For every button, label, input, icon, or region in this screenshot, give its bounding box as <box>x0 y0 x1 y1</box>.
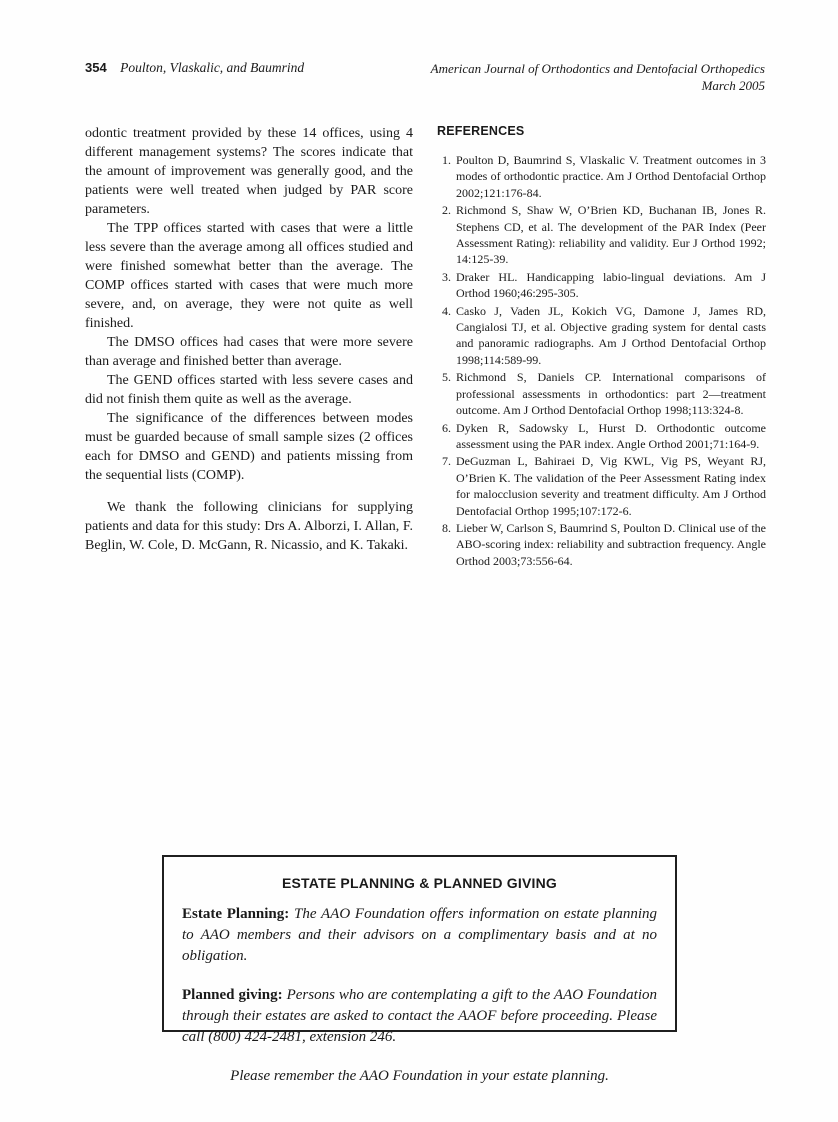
journal-name: American Journal of Orthodontics and Dentofacial Orthopedics <box>430 61 765 76</box>
reference-item: 6. Dyken R, Sadowsky L, Hurst D. Orthodontic outcome assessment using the PAR index. Angle Orthod 2001;71:164-9. <box>454 420 766 453</box>
reference-item: 5. Richmond S, Daniels CP. International comparisons of professional assessments in orthodontics: part 2—treatment outcome. Am J Orthod Dentofacial Orthop 1998;113:324-8. <box>454 369 766 418</box>
acknowledgment-paragraph: We thank the following clinicians for supplying patients and data for this study: Drs A. Alborzi, I. Allan, F. Beglin, W. Cole, D. McGann, R. Nicassio, and K. Takaki. <box>85 500 413 553</box>
body-paragraph: The DMSO offices had cases that were more severe than average and finished better than average. <box>85 335 413 369</box>
references-column <box>437 124 766 570</box>
page-number: 354 <box>85 60 107 75</box>
ad-section-text: Persons who are contemplating a gift to the AAO Foundation through their estates are asked to contact the AAOF before proceeding. Please call (800) 424-2481, extension 246. <box>182 987 658 1045</box>
ad-section-estate-planning <box>182 904 657 967</box>
body-paragraph: The significance of the differences between modes must be guarded because of small sample sizes (2 offices each for DMSO and GEND) and patients missing from the sequential lists (COMP). <box>85 411 413 483</box>
running-head <box>85 60 765 94</box>
reference-item: 4. Casko J, Vaden JL, Kokich VG, Damone J, James RD, Cangialosi TJ, et al. Objective grading system for dental casts and panoramic radiographs. Am J Orthod Dentofacial Orthop 1998;114:589-99. <box>454 303 766 369</box>
left-column <box>85 124 413 555</box>
reference-item: 8. Lieber W, Carlson S, Baumrind S, Poulton D. Clinical use of the ABO-scoring index: reliability and subtraction frequency. Angle Orthod 2003;73:556-64. <box>454 520 766 569</box>
reference-item: 1. Poulton D, Baumrind S, Vlaskalic V. Treatment outcomes in 3 modes of orthodontic practice. Am J Orthod Dentofacial Orthop 2002;121:176-84. <box>454 152 766 201</box>
running-head-left <box>85 60 304 76</box>
ad-section-text: The AAO Foundation offers information on estate planning to AAO members and their advisors on a complimentary basis and at no obligation. <box>182 906 658 964</box>
body-paragraph: odontic treatment provided by these 14 offices, using 4 different management systems? The scores indicate that the amount of improvement was generally good, and the patients were well treated when judged by PAR score parameters. <box>85 126 413 217</box>
issue-date: March 2005 <box>701 78 765 93</box>
reference-item: 2. Richmond S, Shaw W, O’Brien KD, Buchanan IB, Jones R. Stephens CD, et al. The development of the PAR Index (Peer Assessment Rating): reliability and validity. Eur J Orthod 1992; 14:125-39. <box>454 202 766 268</box>
reference-item: 7. DeGuzman L, Bahiraei D, Vig KWL, Vig PS, Weyant RJ, O’Brien K. The validation of the Peer Assessment Rating index for malocclusion severity and treatment difficulty. Am J Orthod Dentofacial Orthop 1995;107:172-6. <box>454 453 766 519</box>
references-list <box>437 152 766 569</box>
ad-section-label: Planned giving: <box>182 987 283 1003</box>
running-authors: Poulton, Vlaskalic, and Baumrind <box>120 60 305 75</box>
ad-box-footer: Please remember the AAO Foundation in your estate planning. <box>230 1068 609 1084</box>
body-paragraph: The GEND offices started with less severe cases and did not finish them quite as well as the average. <box>85 373 413 407</box>
body-paragraph: The TPP offices started with cases that were a little less severe than the average among all offices studied and were finished somewhat better than the average. The COMP offices started with cases that were much more severe, and, on average, they were not quite as well finished. <box>85 221 413 331</box>
ad-section-planned-giving <box>182 985 657 1048</box>
reference-item: 3. Draker HL. Handicapping labio-lingual deviations. Am J Orthod 1960;46:295-305. <box>454 269 766 302</box>
references-heading: REFERENCES <box>437 124 525 138</box>
ad-box-title: ESTATE PLANNING & PLANNED GIVING <box>281 875 557 891</box>
ad-section-label: Estate Planning: <box>182 906 290 922</box>
estate-planning-ad-box <box>162 855 677 1084</box>
running-head-right <box>431 60 765 94</box>
